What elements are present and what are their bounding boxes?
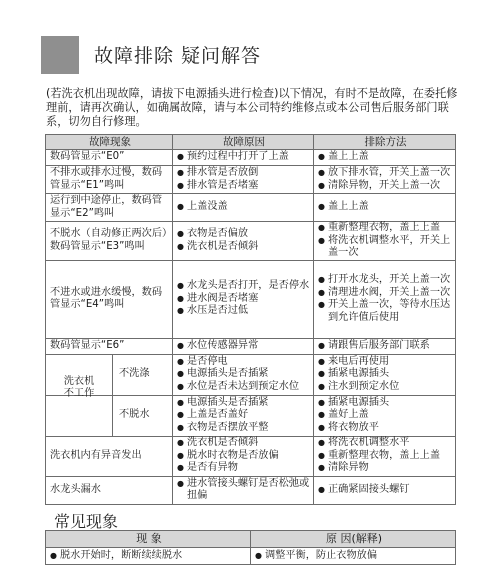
cause-item <box>177 422 311 435</box>
fix-text: 打开水龙头，开关上盖一次 <box>328 274 451 285</box>
table-row <box>46 436 456 476</box>
bullet-icon: ● <box>177 410 184 420</box>
common-row <box>46 548 456 565</box>
cause-text: 进水阀是否堵塞 <box>187 292 259 304</box>
fix-item <box>318 167 453 180</box>
fix-cell <box>314 194 456 222</box>
common-reason-text: 调整平衡，防止衣物放偏 <box>265 549 378 561</box>
cause-text: 水龙头是否打开，是否停水 <box>187 280 310 292</box>
bullet-icon: ● <box>318 484 325 494</box>
fix-text: 重新整理衣物，盖上上盖 <box>328 449 441 461</box>
bullet-icon: ● <box>318 223 325 232</box>
cause-text: 上盖是否盖好 <box>187 409 249 421</box>
bullet-icon: ● <box>50 550 57 560</box>
bullet-icon: ● <box>177 168 184 177</box>
bullet-icon: ● <box>318 397 325 407</box>
table-row <box>46 476 456 504</box>
fix-item <box>318 397 453 410</box>
common-section-title: 常见现象 <box>54 512 119 531</box>
header-symptom: 故障现象 <box>46 135 173 150</box>
fix-item <box>318 299 453 324</box>
symptom-text: 水龙头漏水 <box>50 483 101 495</box>
cause-cell <box>173 222 314 261</box>
bullet-icon: ● <box>177 306 184 316</box>
fix-item <box>318 274 453 287</box>
fix-text: 清除异物 <box>328 462 369 474</box>
table-row <box>46 338 456 354</box>
fix-text: 插紧电源插头 <box>328 368 390 380</box>
fix-text: 清理进水阀，开关上盖一次 <box>328 286 451 298</box>
table-row <box>46 194 456 222</box>
symptom-cell <box>46 436 173 476</box>
symptom-text: 不排水或排水过慢，数码管显示“E1”鸣叫 <box>50 167 163 191</box>
bullet-icon: ● <box>177 229 184 239</box>
fix-item <box>318 368 453 381</box>
bullet-icon: ● <box>318 275 325 284</box>
cause-text: 电源插头是否插紧 <box>187 396 269 408</box>
cause-text: 是否有异物 <box>187 462 238 474</box>
table-row <box>46 354 456 395</box>
symptom-text: 洗衣机内有异音发出 <box>50 449 142 461</box>
table-row <box>46 260 456 338</box>
common-phenomenon-text: 脱水开始时，断断续续脱水 <box>60 549 183 561</box>
table-row <box>46 222 456 261</box>
bullet-icon: ● <box>318 438 325 448</box>
common-header-reason: 原 因(解释) <box>251 531 456 548</box>
cause-cell <box>173 260 314 338</box>
common-phenomena-table <box>45 530 456 565</box>
bullet-icon: ● <box>318 422 325 432</box>
bullet-icon: ● <box>177 293 184 303</box>
table-row <box>46 166 456 194</box>
bullet-icon: ● <box>177 397 184 407</box>
fix-text: 放下排水管，开关上盖一次 <box>328 167 451 178</box>
bullet-icon: ● <box>318 340 325 350</box>
cause-cell <box>173 194 314 222</box>
page-title: 故障排除 疑问解答 <box>94 45 262 67</box>
fix-cell <box>314 354 456 395</box>
fix-item <box>318 484 453 497</box>
fix-item <box>318 356 453 369</box>
cause-cell <box>173 395 314 436</box>
header-gray-block <box>41 36 79 74</box>
cause-cell <box>173 436 314 476</box>
cause-text: 衣物是否偏放 <box>187 228 249 240</box>
fix-text: 将衣物放平 <box>328 421 379 433</box>
cause-text: 水位是否未达到预定水位 <box>187 380 300 392</box>
group-label-text: 洗衣机不工作 <box>63 375 95 399</box>
bullet-icon: ● <box>318 202 325 212</box>
symptom-text: 不脱水（自动修正两次后）数码管显示“E3”鸣叫 <box>50 228 168 252</box>
cause-text: 水压是否过低 <box>187 305 249 317</box>
cause-item <box>177 450 311 463</box>
cause-item <box>177 305 311 318</box>
bullet-icon: ● <box>255 550 262 560</box>
fix-text: 将洗衣机调整水平 <box>328 437 410 449</box>
fix-item <box>318 222 453 235</box>
fix-cell <box>314 150 456 166</box>
cause-text: 上盖没盖 <box>187 201 228 213</box>
symptom-cell <box>46 338 173 354</box>
cause-item <box>177 368 311 381</box>
cause-item <box>177 478 311 503</box>
fix-item <box>318 437 453 450</box>
fix-text: 重新整理衣物，盖上上盖 <box>328 222 441 233</box>
bullet-icon: ● <box>177 241 184 251</box>
bullet-icon: ● <box>318 381 325 391</box>
symptom-cell <box>46 194 173 222</box>
fix-cell <box>314 395 456 436</box>
bullet-icon: ● <box>177 356 184 366</box>
table-header-row <box>46 135 456 150</box>
fix-cell <box>314 476 456 504</box>
bullet-icon: ● <box>318 450 325 460</box>
fix-cell <box>314 436 456 476</box>
bullet-icon: ● <box>318 235 325 245</box>
bullet-icon: ● <box>177 281 184 291</box>
common-header-row <box>46 531 456 548</box>
fix-cell <box>314 166 456 194</box>
bullet-icon: ● <box>318 300 325 309</box>
cause-text: 电源插头是否插紧 <box>187 368 269 380</box>
bullet-icon: ● <box>177 340 184 350</box>
fix-item <box>318 151 453 164</box>
fix-text: 盖上上盖 <box>328 201 369 213</box>
bullet-icon: ● <box>318 287 325 297</box>
fix-text: 请跟售后服务部门联系 <box>328 339 430 351</box>
bullet-icon: ● <box>318 180 325 190</box>
fix-item <box>318 180 453 193</box>
symptom-text: 不进水或进水缓慢，数码管显示“E4”鸣叫 <box>50 286 163 310</box>
fix-item <box>318 340 453 353</box>
symptom-split-cell <box>46 354 173 399</box>
cause-cell <box>173 338 314 354</box>
bullet-icon: ● <box>318 410 325 420</box>
bullet-icon: ● <box>177 478 184 488</box>
bullet-icon: ● <box>177 422 184 432</box>
symptom-cell <box>46 166 173 194</box>
cause-text: 排水管是否堵塞 <box>187 179 259 191</box>
fix-text: 将洗衣机调整水平，开关上盖一次 <box>328 234 451 258</box>
fix-item <box>318 381 453 394</box>
group-label-cell <box>46 355 113 399</box>
bullet-icon: ● <box>177 463 184 473</box>
cause-item <box>177 437 311 450</box>
cause-item <box>177 201 311 214</box>
symptom-split-cell <box>46 395 173 436</box>
cause-item <box>177 293 311 306</box>
symptom-cell <box>46 150 173 166</box>
cause-cell <box>173 476 314 504</box>
cause-item <box>177 228 311 241</box>
cause-text: 洗衣机是否倾斜 <box>187 240 259 252</box>
cause-item <box>177 462 311 475</box>
group-label-cell <box>46 396 113 436</box>
bullet-icon: ● <box>318 356 325 366</box>
bullet-icon: ● <box>177 180 184 190</box>
symptom-text: 数码管显示“E6” <box>50 339 125 351</box>
cause-text: 是否停电 <box>187 355 228 367</box>
bullet-icon: ● <box>177 450 184 460</box>
cause-item <box>177 167 311 180</box>
table-row <box>46 150 456 166</box>
fix-text: 清除异物，开关上盖一次 <box>328 179 441 191</box>
symptom-cell <box>46 260 173 338</box>
bullet-icon: ● <box>318 463 325 473</box>
bullet-icon: ● <box>177 438 184 448</box>
table-row <box>46 395 456 436</box>
cause-text: 脱水时衣物是否放偏 <box>187 449 279 461</box>
symptom-text: 数码管显示“E0” <box>50 151 125 163</box>
sub-symptom-text: 不脱水 <box>119 409 150 421</box>
fix-text: 盖上上盖 <box>328 151 369 163</box>
fix-item <box>318 287 453 300</box>
common-reason-cell <box>251 548 456 565</box>
header-cause: 故障原因 <box>173 135 314 150</box>
cause-item <box>177 381 311 394</box>
cause-item <box>177 151 311 164</box>
bullet-icon: ● <box>318 369 325 379</box>
fix-text: 盖好上盖 <box>328 409 369 421</box>
fix-cell <box>314 260 456 338</box>
cause-text: 水位传感器异常 <box>187 339 259 351</box>
symptom-cell <box>46 222 173 261</box>
fix-item <box>318 201 453 214</box>
cause-item <box>177 356 311 369</box>
fix-item <box>318 450 453 463</box>
fix-text: 注水到预定水位 <box>328 380 400 392</box>
fix-cell <box>314 222 456 261</box>
fix-item <box>318 235 453 260</box>
cause-text: 进水管接头螺钉是否松弛或扭偏 <box>187 477 310 501</box>
cause-cell <box>173 150 314 166</box>
bullet-icon: ● <box>177 381 184 391</box>
bullet-icon: ● <box>318 152 325 162</box>
cause-cell <box>173 166 314 194</box>
cause-item <box>177 280 311 293</box>
fix-text: 插紧电源插头 <box>328 396 390 408</box>
sub-symptom-text: 不洗涤 <box>119 368 150 380</box>
cause-text: 洗衣机是否倾斜 <box>187 437 259 449</box>
common-header-phenomenon: 现 象 <box>46 531 251 548</box>
fix-item <box>318 422 453 435</box>
cause-cell <box>173 354 314 395</box>
cause-text: 排水管是否放倒 <box>187 167 259 178</box>
symptom-text: 运行到中途停止，数码管显示“E2”鸣叫 <box>50 195 163 219</box>
intro-text: (若洗衣机出现故障，请拔下电源插头进行检查)以下情况，有时不是故障，在委托修理前，请再次确认，如确属故障，请与本公司特约维修点或本公司售后服务部门联系，切勿自行修理。 <box>46 87 458 128</box>
bullet-icon: ● <box>177 202 184 212</box>
fix-item <box>318 462 453 475</box>
bullet-icon: ● <box>177 152 184 162</box>
cause-text: 预约过程中打开了上盖 <box>187 151 289 163</box>
fix-cell <box>314 338 456 354</box>
cause-item <box>177 397 311 410</box>
cause-item <box>177 409 311 422</box>
fix-item <box>318 409 453 422</box>
fix-text: 来电后再使用 <box>328 355 390 367</box>
fix-text: 开关上盖一次，等待水压达到允许值后使用 <box>328 299 451 323</box>
common-phenomenon-cell <box>46 548 251 565</box>
cause-item <box>177 241 311 254</box>
cause-item <box>177 180 311 193</box>
header-fix: 排除方法 <box>314 135 456 150</box>
symptom-cell <box>46 476 173 504</box>
bullet-icon: ● <box>177 369 184 379</box>
fix-text: 正确紧固接头螺钉 <box>328 483 410 495</box>
troubleshooting-table <box>45 134 456 505</box>
cause-text: 衣物是否摆放平整 <box>187 421 269 433</box>
bullet-icon: ● <box>318 168 325 177</box>
cause-item <box>177 340 311 353</box>
